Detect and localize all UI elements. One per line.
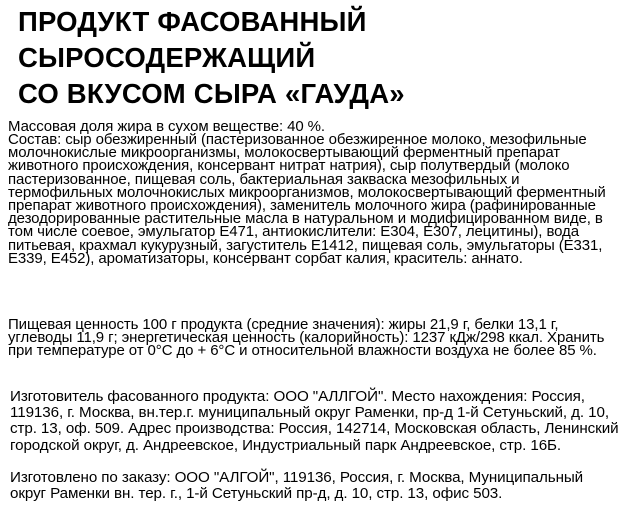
made-to-order-info: Изготовлено по заказу: ООО "АЛГОЙ", 119136, Россия, г. Москва, Муниципальный округ Раменки вн. тер. г., 1-й Сетуньский пр-д, д. 10, стр. 13, офис 503. <box>10 469 584 503</box>
title-line-2: СЫРОСОДЕРЖАЩИЙ <box>18 42 316 73</box>
composition: Состав: сыр обезжиренный (пастеризованное обезжиренное молоко, мезофильные молочнокислые микроорганизмы, молокосвертывающий ферментный препарат животного происхождения, консервант нитрат натрия), сыр полутвердый (молоко пастеризованное, пищевая соль, бактериальная закваска мезофильных и термофильных молочнокислых микроорганизмов, молокосвертывающий ферментный препарат животного происхождения), заменитель молочного жира (рафинированные дезодорированные растительные масла в натуральном и модифицированном виде, в том числе соевое, эмульгатор Е471, антиокислители: Е304, Е307, лецитины), вода питьевая, крахмал кукурузный, загуститель Е1412, пищевая соль, эмульгаторы (Е331, Е339, Е452), ароматизаторы, консервант сорбат калия, краситель: аннато. <box>8 131 606 267</box>
title-line-3: СО ВКУСОМ СЫРА «ГАУДА» <box>18 78 405 109</box>
nutrition-and-storage: Пищевая ценность 100 г продукта (средние значения): жиры 21,9 г, белки 13,1 г, углеводы 11,9 г; энергетическая ценность (калорийность): 1237 кДж/298 ккал. Хранить при температуре от 0°С до + 6°С и относительной влажности воздуха не более 85 %. <box>8 316 605 360</box>
product-title <box>18 4 618 112</box>
fat-content: Массовая доля жира в сухом веществе: 40 %. <box>8 118 325 135</box>
manufacturer-info: Изготовитель фасованного продукта: ООО "АЛЛГОЙ". Место нахождения: Россия, 119136, г. Москва, вн.тер.г. муниципальный округ Раменки, пр-д 1-й Сетуньский, д. 10, стр. 13, оф. 509. Адрес производства: Россия, 142714, Московская область, Ленинский городской округ, д. Андреевское, Индустриальный парк Андреевское, стр. 16Б. <box>10 388 619 454</box>
title-line-1: ПРОДУКТ ФАСОВАННЫЙ <box>18 6 367 37</box>
